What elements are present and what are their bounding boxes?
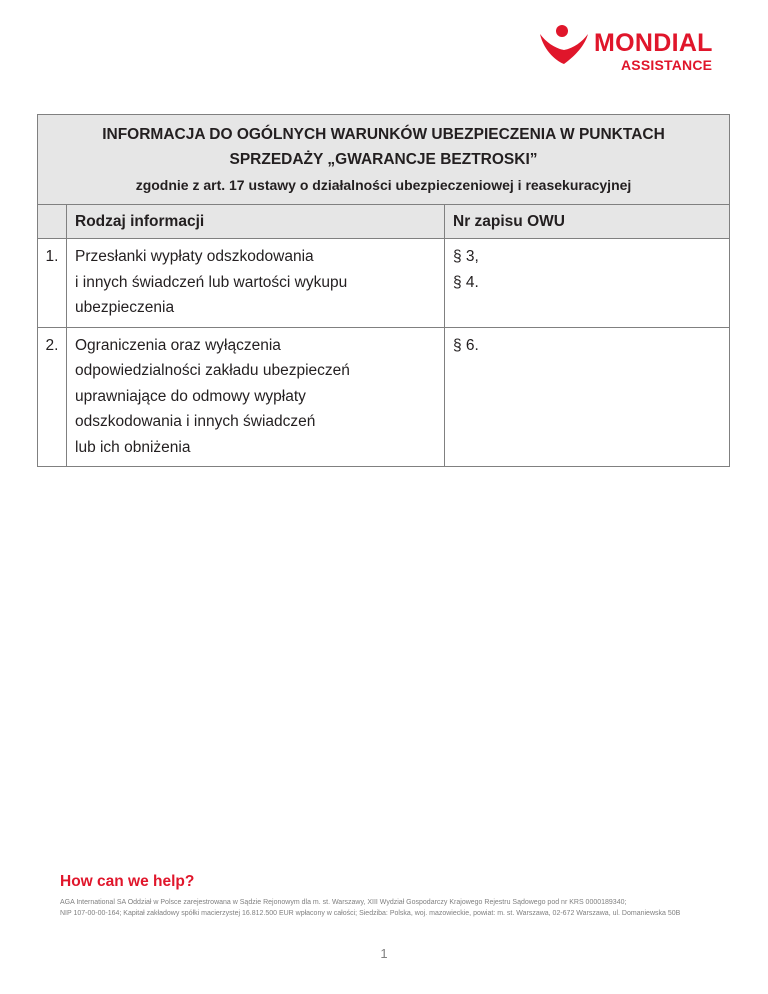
table-title-row [38,115,730,205]
header-owu-reference: Nr zapisu OWU [445,205,730,239]
row-info-line: i innych świadczeń lub wartości wykupu [75,273,348,291]
legal-notice-line: NIP 107-00-00-164; Kapitał zakładowy spółki macierzystej 16.812.500 EUR wpłacony w całości; Siedziba: Polska, woj. mazowieckie, powiat: m. st. Warszawa, 02-672 Warszawa, ul. Domaniewska 50B [60,910,681,917]
document-title-line: SPRZEDAŻY „GWARANCJE BEZTROSKI” [229,151,538,168]
table-row [38,327,730,467]
document-subtitle: zgodnie z art. 17 ustawy o działalności ubezpieczeniowej i reasekuracyjnej [135,177,632,193]
row-info-line: Przesłanki wypłaty odszkodowania [75,248,314,265]
row-info-line: Ograniczenia oraz wyłączenia [75,336,281,354]
table-row [38,239,730,328]
header-info-type: Rodzaj informacji [67,205,445,239]
logo-brand-name: MONDIAL [594,29,713,57]
logo-brand-subtitle: ASSISTANCE [621,57,713,73]
row-info-line: odpowiedzialności zakładu ubezpieczeń [75,362,350,379]
legal-notice [60,897,680,919]
row-reference-line: § 4. [453,273,479,291]
row-info-line: odszkodowania i innych świadczeń [75,413,316,430]
row-number: 2. [38,327,67,467]
row-number: 1. [38,239,67,328]
row-reference-line: § 6. [453,336,479,354]
table-header-row [38,205,730,239]
document-title-line: INFORMACJA DO OGÓLNYCH WARUNKÓW UBEZPIECZENIA W PUNKTACH [102,126,665,143]
legal-notice-line: AGA International SA Oddział w Polsce zarejestrowana w Sądzie Rejonowym dla m. st. Warszawy, XIII Wydział Gospodarczy Krajowego Rejestru Sądowego pod nr KRS 0000189340; [60,899,627,906]
help-heading: How can we help? [60,873,195,890]
mondial-assistance-logo [538,22,733,82]
row-info-line: uprawniające do odmowy wypłaty [75,387,306,405]
row-info-line: ubezpieczenia [75,299,175,316]
row-info-cell [67,327,445,467]
row-info-line: lub ich obniżenia [75,438,191,456]
header-number-cell [38,205,67,239]
row-reference-line: § 3, [453,248,479,265]
row-reference-cell [445,327,730,467]
information-table [37,114,730,467]
row-info-cell [67,239,445,328]
page-number: 1 [380,946,388,961]
row-reference-cell [445,239,730,328]
logo-emblem-icon [538,22,590,66]
table-title-cell [38,115,730,205]
